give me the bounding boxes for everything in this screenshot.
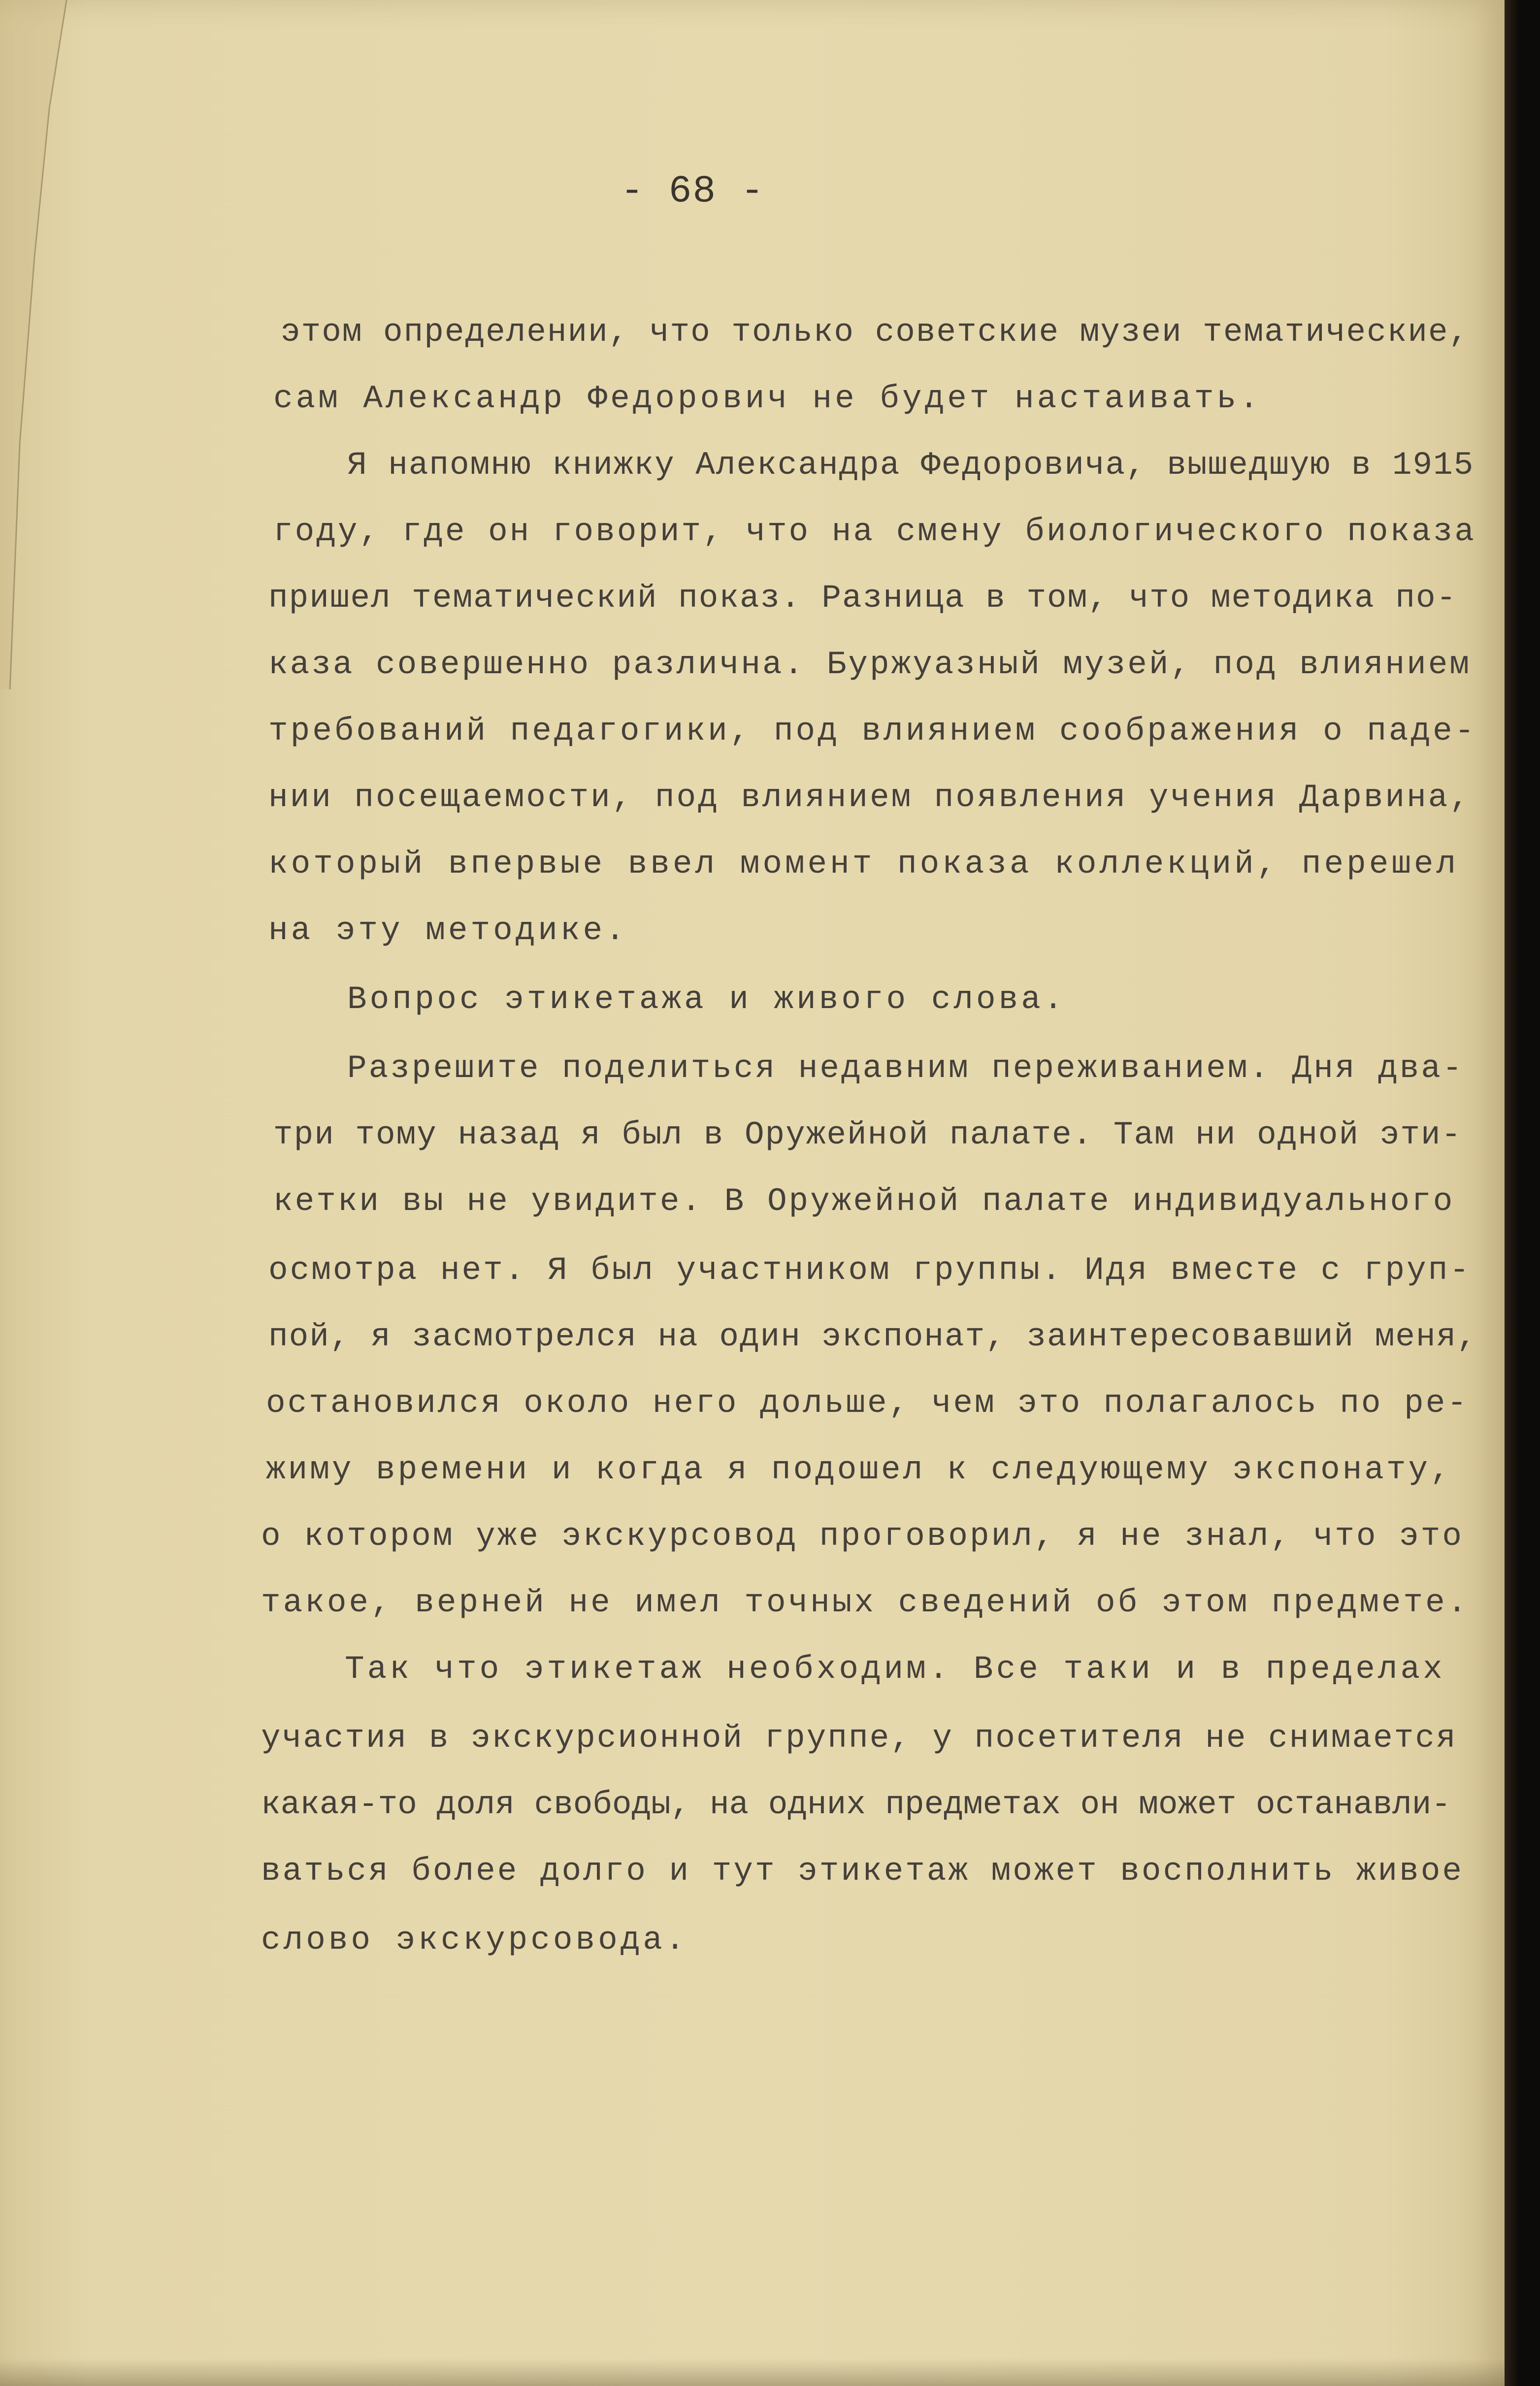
text-line: пришел тематический показ. Разница в том, что методика по-: [268, 580, 1457, 617]
text-line: жиму времени и когда я подошел к следующему экспонату,: [266, 1451, 1452, 1488]
paper-fold-mark: [0, 0, 74, 689]
text-line: Вопрос этикетажа и живого слова.: [347, 981, 1066, 1018]
text-line: участия в экскурсионной группе, у посетителя не снимается: [261, 1720, 1457, 1757]
text-line: Разрешите поделиться недавним переживанием. Дня два-: [347, 1050, 1464, 1087]
text-line: на эту методике.: [268, 912, 628, 949]
text-line: слово экскурсовода.: [261, 1922, 688, 1959]
text-line: каза совершенно различна. Буржуазный музей, под влиянием: [268, 646, 1471, 683]
text-line: этом определении, что только советские музеи тематические,: [281, 314, 1470, 351]
text-line: нии посещаемости, под влиянием появления учения Дарвина,: [268, 779, 1471, 816]
text-line: какая-то доля свободы, на одних предметах он может останавли-: [261, 1786, 1451, 1823]
page-number: - 68 -: [621, 170, 765, 213]
text-line: ваться более долго и тут этикетаж может восполнить живое: [261, 1853, 1464, 1890]
text-line: пой, я засмотрелся на один экспонат, заинтересовавший меня,: [268, 1318, 1477, 1355]
text-line: три тому назад я был в Оружейной палате. Там ни одной эти-: [273, 1116, 1462, 1153]
text-line: кетки вы не увидите. В Оружейной палате индивидуального: [273, 1183, 1455, 1220]
text-line: Так что этикетаж необходим. Все таки и в пределах: [345, 1651, 1445, 1688]
page-shadow-edge: [1505, 0, 1540, 2386]
text-line: который впервые ввел момент показа коллекций, перешел: [268, 846, 1459, 882]
text-line: остановился около него дольше, чем это полагалось по ре-: [266, 1385, 1469, 1422]
text-line: осмотра нет. Я был участником группы. Идя вместе с груп-: [268, 1252, 1471, 1289]
text-line: такое, верней не имел точных сведений об этом предмете.: [261, 1584, 1470, 1621]
text-line: Я напомню книжку Александра Федоровича, вышедшую в 1915: [347, 447, 1474, 484]
text-line: году, где он говорит, что на смену биологического показа: [273, 513, 1476, 550]
text-line: сам Александр Федорович не будет настаивать.: [273, 380, 1262, 417]
text-line: требований педагогики, под влиянием соображения о паде-: [268, 713, 1477, 750]
text-line: о котором уже экскурсовод проговорил, я не знал, что это: [261, 1518, 1464, 1555]
paper-bottom-edge: [0, 2359, 1505, 2386]
